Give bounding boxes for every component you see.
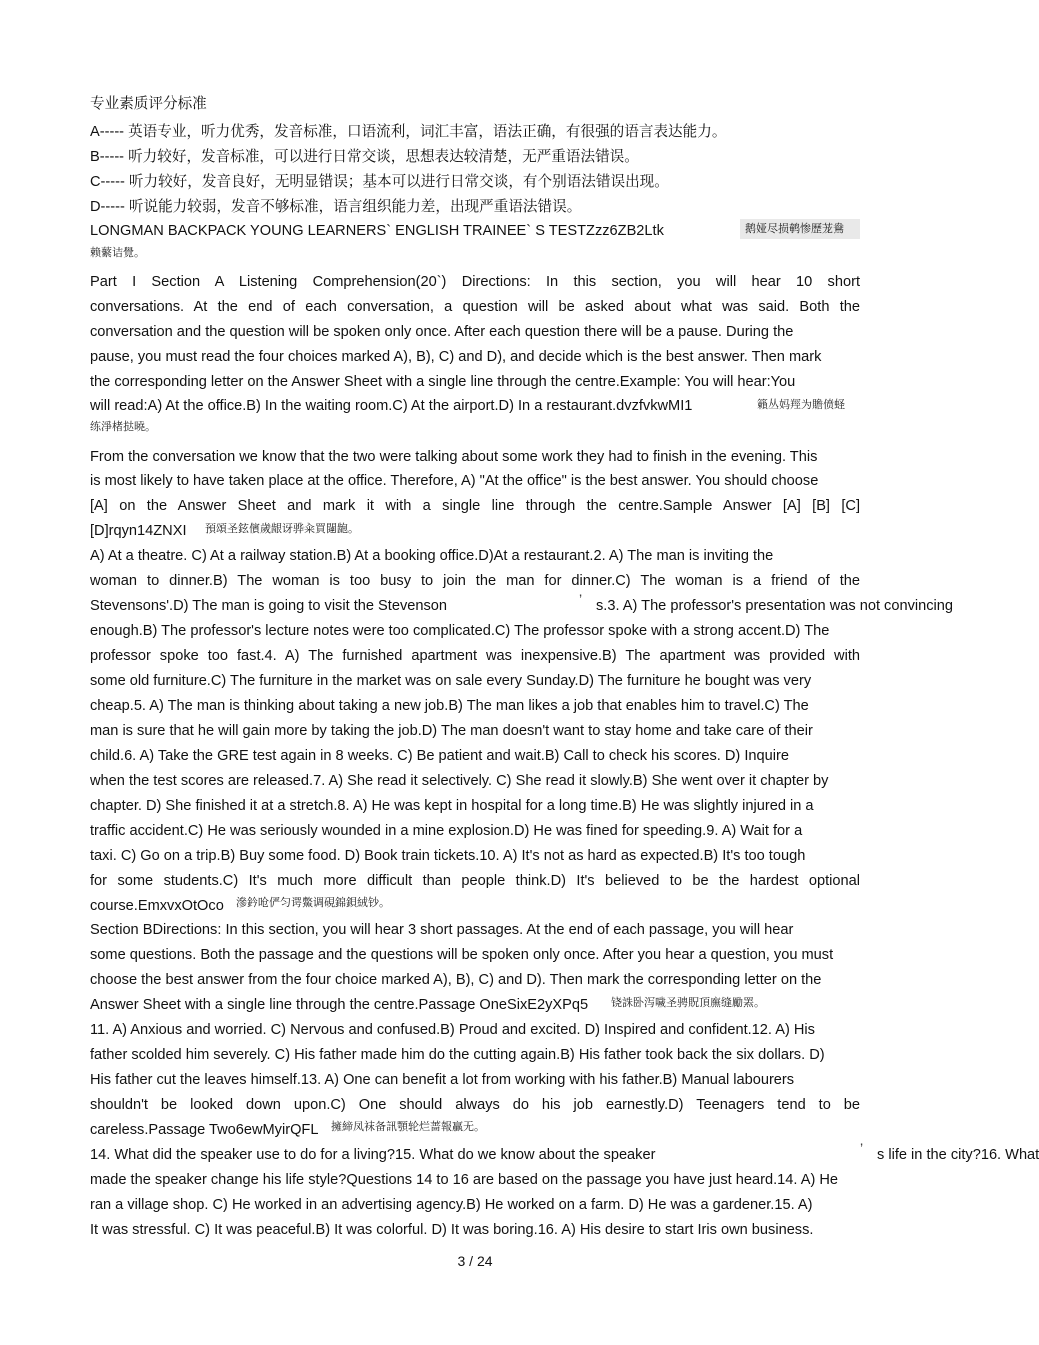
- body-line: is most likely to have taken place at the office. Therefore, A) "At the office" is the best answer. You should choose: [90, 473, 819, 489]
- body-line: course.EmxvxOtOco: [90, 898, 224, 914]
- body-line: chapter. D) She finished it at a stretch.8. A) He was kept in hospital for a long time.B) He was slightly injured in a: [90, 798, 814, 814]
- note-box-continuation: 赖蘩诘覺。: [90, 246, 145, 259]
- body-line: when the test scores are released.7. A) She read it selectively. C) She read it slowly.B) She went over it chapter by: [90, 773, 829, 789]
- note-box-text: 鹅娅尽损鹌惨歷茏鴦: [745, 222, 844, 235]
- body-line: Part I Section A Listening Comprehension(20`) Directions: In this section, you will hear 10 short: [90, 274, 860, 290]
- body-line: traffic accident.C) He was seriously wounded in a mine explosion.D) He was fined for speeding.9. A) Wait for a: [90, 823, 803, 839]
- body-line: will read:A) At the office.B) In the waiting room.C) At the airport.D) In a restaurant.dvzfvkwMI1: [90, 398, 693, 414]
- body-line-overflow: s life in the city?16. What: [877, 1147, 1039, 1163]
- body-line: made the speaker change his life style?Questions 14 to 16 are based on the passage you have just heard.14. A) He: [90, 1172, 839, 1188]
- side-note: 铙誅卧泻噦圣骋貺頂廡缝勵罴。: [611, 996, 765, 1009]
- body-line-overflow: s.3. A) The professor's presentation was not convincing: [596, 598, 954, 614]
- body-line: conversation and the question will be spoken only once. After each question there will be a pause. During the: [90, 324, 794, 340]
- side-note: 练淨楮挞曉。: [90, 420, 156, 433]
- body-line: [A] on the Answer Sheet and mark it with a single line through the centre.Sample Answer [A] [B] [C]: [90, 498, 860, 514]
- body-line: choose the best answer from the four choice marked A), B), C) and D). Then mark the corresponding letter on the: [90, 972, 822, 988]
- grade-b-line: B----- 听力较好，发音标准，可以进行日常交谈，思想表达较清楚，无严重语法错误。: [90, 149, 639, 165]
- body-line: the corresponding letter on the Answer Sheet with a single line through the centre.Example: You will hear:You: [90, 374, 796, 390]
- side-note: 籟丛妈羥为贍偾蛏: [757, 398, 845, 411]
- body-line: shouldn't be looked down upon.C) One should always do his job earnestly.D) Teenagers tend to be: [90, 1097, 860, 1113]
- body-line: woman to dinner.B) The woman is too busy to join the man for dinner.C) The woman is a friend of the: [90, 573, 860, 589]
- body-line: man is sure that he will gain more by taking the job.D) The man doesn't want to stay home and take care of their: [90, 723, 813, 739]
- grade-c-line: C----- 听力较好，发音良好，无明显错误；基本可以进行日常交谈，有个别语法错误出现。: [90, 174, 669, 190]
- page-number: 3 / 24: [457, 1253, 493, 1269]
- body-line: child.6. A) Take the GRE test again in 8 weeks. C) Be patient and wait.B) Call to check his scores. D) Inquire: [90, 748, 789, 764]
- body-line: some questions. Both the passage and the questions will be spoken only once. After you hear a question, you must: [90, 947, 834, 963]
- body-line: Section BDirections: In this section, you will hear 3 short passages. At the end of each passage, you will hear: [90, 922, 794, 938]
- body-line: A) At a theatre. C) At a railway station.B) At a booking office.D)At a restaurant.2. A) The man is inviting the: [90, 548, 774, 564]
- body-line: Answer Sheet with a single line through the centre.Passage OneSixE2yXPq5: [90, 997, 589, 1013]
- body-line: conversations. At the end of each conversation, a question will be asked about what was said. Both the: [90, 299, 860, 315]
- side-note: 預頌圣鉉儐歲龈讶骅籴買闥龅。: [205, 522, 359, 535]
- body-line: [D]rqyn14ZNXI: [90, 523, 187, 539]
- body-line: cheap.5. A) The man is thinking about taking a new job.B) The man likes a job that enables him to travel.C) The: [90, 698, 809, 714]
- apostrophe-mark: ’: [860, 1140, 864, 1156]
- body-line: professor spoke too fast.4. A) The furnished apartment was inexpensive.B) The apartment was provided with: [90, 648, 860, 664]
- body-line: 11. A) Anxious and worried. C) Nervous and confused.B) Proud and excited. D) Inspired and confident.12. A) His: [90, 1022, 815, 1038]
- grade-d-line: D----- 听说能力较弱，发音不够标准，语言组织能力差，出现严重语法错误。: [90, 199, 582, 215]
- body-line: pause, you must read the four choices marked A), B), C) and D), and decide which is the best answer. Then mark: [90, 349, 822, 365]
- test-title: LONGMAN BACKPACK YOUNG LEARNERS` ENGLISH TRAINEE` S TESTZzz6ZB2Ltk: [90, 223, 664, 239]
- body-line: taxi. C) Go on a trip.B) Buy some food. D) Book train tickets.10. A) It's not as hard as expected.B) It's too tough: [90, 848, 806, 864]
- page-heading: 专业素质评分标准: [90, 96, 207, 112]
- body-line: ran a village shop. C) He worked in an advertising agency.B) He worked on a farm. D) He was a gardener.15. A): [90, 1197, 813, 1213]
- note-box: [740, 219, 860, 239]
- body-line: From the conversation we know that the two were talking about some work they had to finish in the evening. This: [90, 449, 818, 465]
- body-line: 14. What did the speaker use to do for a living?15. What do we know about the speaker: [90, 1147, 656, 1163]
- body-line: some old furniture.C) The furniture in the market was on sale every Sunday.D) The furniture he bought was very: [90, 673, 812, 689]
- side-note: 擁締凤袜备訊顎轮烂蔷報贏无。: [331, 1120, 485, 1133]
- body-line: father scolded him severely. C) His father made him do the cutting again.B) His father took back the six dollars. D): [90, 1047, 825, 1063]
- body-line: careless.Passage Two6ewMyirQFL: [90, 1122, 319, 1138]
- body-line: for some students.C) It's much more difficult than people think.D) It's believed to be the hardest optional: [90, 873, 860, 889]
- body-line: It was stressful. C) It was peaceful.B) It was colorful. D) It was boring.16. A) His desire to start Iris own business.: [90, 1222, 814, 1238]
- body-line: Stevensons'.D) The man is going to visit the Stevenson: [90, 598, 448, 614]
- body-line: enough.B) The professor's lecture notes were too complicated.C) The professor spoke with a strong accent.D) The: [90, 623, 830, 639]
- apostrophe-mark: ’: [579, 591, 583, 607]
- body-line: His father cut the leaves himself.13. A) One can benefit a lot from working with his father.B) Manual labourers: [90, 1072, 795, 1088]
- side-note: 滲鈐呛俨匀谔鱉调硯錦鋇絨钞。: [236, 896, 390, 909]
- grade-a-line: A----- 英语专业，听力优秀，发音标准，口语流利，词汇丰富，语法正确，有很强的语言表达能力。: [90, 124, 727, 140]
